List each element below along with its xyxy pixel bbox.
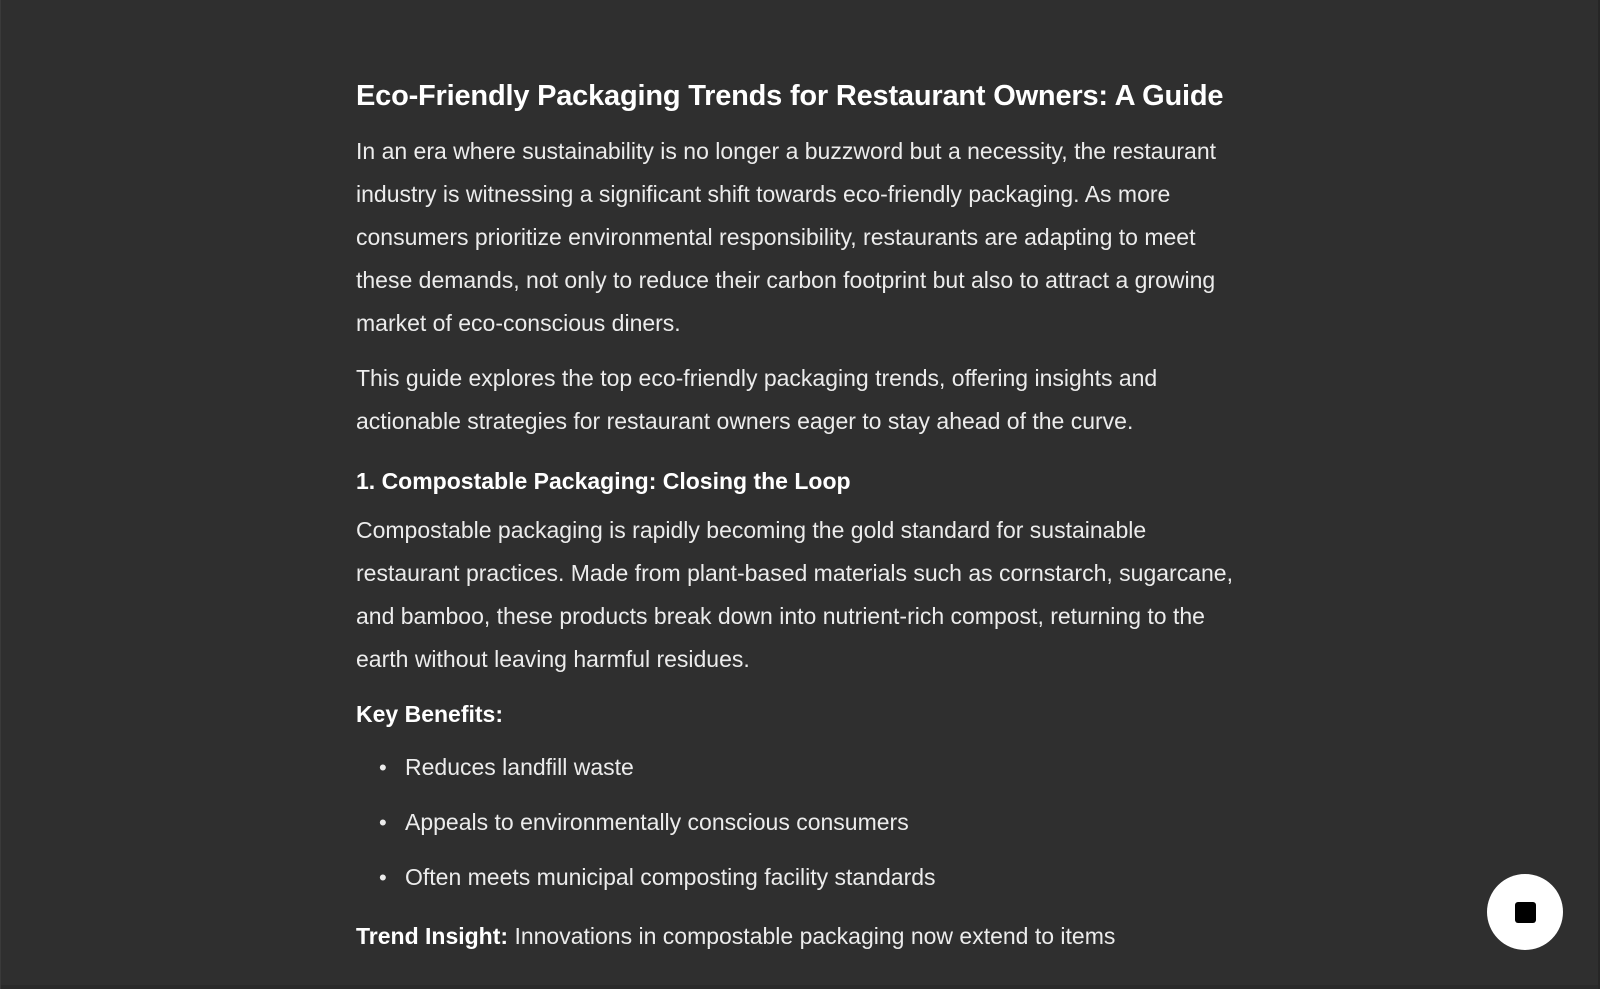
article-title: Eco-Friendly Packaging Trends for Restaurant Owners: A Guide: [356, 80, 1224, 112]
list-item: [379, 801, 1256, 844]
intro-paragraph: This guide explores the top eco-friendly packaging trends, offering insights and actionable strategies for restaurant owners eager to stay ahead of the curve.: [356, 365, 1158, 434]
benefits-list: [356, 746, 1256, 899]
list-item: [379, 856, 1256, 899]
trend-insight: [356, 915, 1256, 958]
trend-insight-label: Trend Insight:: [356, 923, 509, 949]
list-item-text: Often meets municipal composting facility standards: [405, 864, 936, 890]
trend-insight-text: Innovations in compostable packaging now extend to items: [508, 923, 1116, 949]
stop-generating-button[interactable]: [1487, 874, 1563, 950]
list-item-text: Appeals to environmentally conscious consumers: [405, 809, 909, 835]
bullet-icon: •: [379, 810, 387, 835]
section-heading: 1. Compostable Packaging: Closing the Loop: [356, 468, 851, 494]
assistant-response: [356, 76, 1256, 958]
bottom-edge: [1, 985, 1600, 989]
bullet-icon: •: [379, 755, 387, 780]
bullet-icon: •: [379, 865, 387, 890]
intro-paragraph: In an era where sustainability is no longer a buzzword but a necessity, the restaurant industry is witnessing a significant shift towards eco-friendly packaging. As more consumers prioritize environmental responsibility, restaurants are adapting to meet these demands, not only to reduce their carbon footprint but also to attract a growing market of eco-conscious diners.: [356, 138, 1216, 336]
key-benefits-label: Key Benefits:: [356, 701, 503, 727]
section-paragraph: Compostable packaging is rapidly becoming the gold standard for sustainable restaurant practices. Made from plant-based materials such as cornstarch, sugarcane, and bamboo, these products break down into nutrient-rich compost, returning to the earth without leaving harmful residues.: [356, 517, 1233, 672]
list-item: [379, 746, 1256, 789]
stop-square-icon: [1515, 902, 1536, 923]
list-item-text: Reduces landfill waste: [405, 754, 634, 780]
